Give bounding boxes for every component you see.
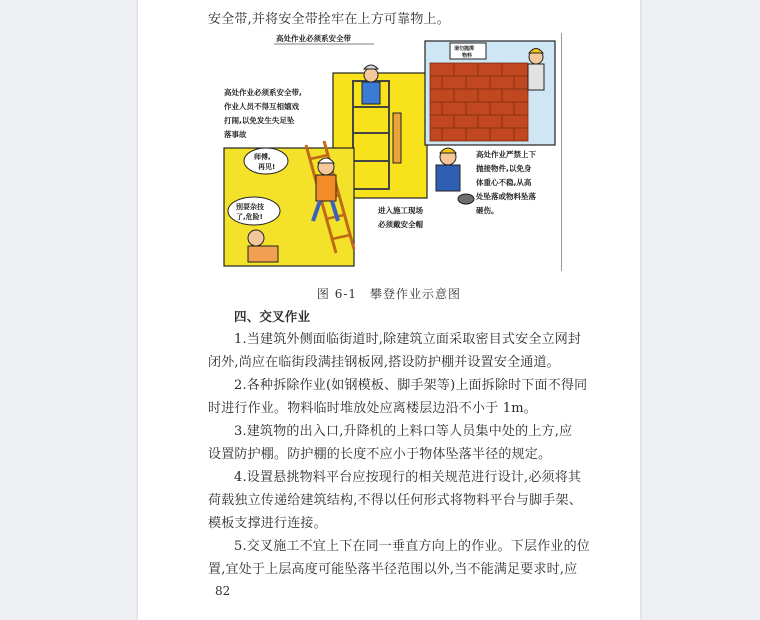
document-page xyxy=(138,0,640,620)
paragraph-2-line-1: 2.各种拆除作业(如钢模板、脚手架等)上面拆除时下面不得同 xyxy=(234,378,588,393)
paragraph-5-line-1: 5.交叉施工不宜上下在同一垂直方向上的作业。下层作业的位 xyxy=(234,539,591,554)
section-heading: 四、交叉作业 xyxy=(234,309,311,324)
right-caption: 高处作业严禁上下 抛接物件,以免身 体重心不稳,从高 处坠落或物料坠落 砸伤。 xyxy=(476,150,536,215)
paragraph-3-line-2: 设置防护棚。防护棚的长度不应小于物体坠落半径的规定。 xyxy=(208,447,552,462)
paragraph-2-line-2: 时进行作业。物料临时堆放处应离楼层边沿不小于 1m。 xyxy=(208,401,537,416)
paragraph-5-line-2: 置,宜处于上层高度可能坠落半径范围以外,当不能满足要求时,应 xyxy=(208,562,578,577)
helmet-caption: 进入施工现场 必须戴安全帽 xyxy=(378,206,423,229)
paragraph-4-line-1: 4.设置悬挑物料平台应按现行的相关规范进行设计,必须将其 xyxy=(234,470,582,485)
banner-text: 高处作业必须系安全带 xyxy=(276,34,351,43)
paragraph-4-line-3: 模板支撑进行连接。 xyxy=(208,516,327,531)
left-caption: 高处作业必须系安全带, 作业人员不得互相嬉戏 打闹,以免发生失足坠 落事故 xyxy=(224,88,302,139)
paragraph-3-line-1: 3.建筑物的出入口,升降机的上料口等人员集中处的上方,应 xyxy=(234,424,573,439)
illustration-figure xyxy=(218,33,562,271)
speech-bubble-2: 别耍杂技 了,危险! xyxy=(236,203,264,221)
paragraph-1-line-2: 闭外,尚应在临街段满挂钢板网,搭设防护棚并设置安全通道。 xyxy=(208,355,560,370)
paragraph-1-line-1: 1.当建筑外侧面临街道时,除建筑立面采取密目式安全立网封 xyxy=(234,332,582,347)
speech-bubble-1: 师傅, 再见! xyxy=(254,153,276,171)
warning-sign: 请勿抛掷 物料 xyxy=(454,46,475,59)
paragraph-4-line-2: 荷载独立传递给建筑结构,不得以任何形式将物料平台与脚手架、 xyxy=(208,493,582,508)
text-line-top: 安全带,并将安全带拴牢在上方可靠物上。 xyxy=(208,12,450,27)
page-number: 82 xyxy=(215,584,231,598)
figure-caption: 图 6-1 攀登作业示意图 xyxy=(316,287,462,301)
climbing-illustration xyxy=(218,33,561,271)
